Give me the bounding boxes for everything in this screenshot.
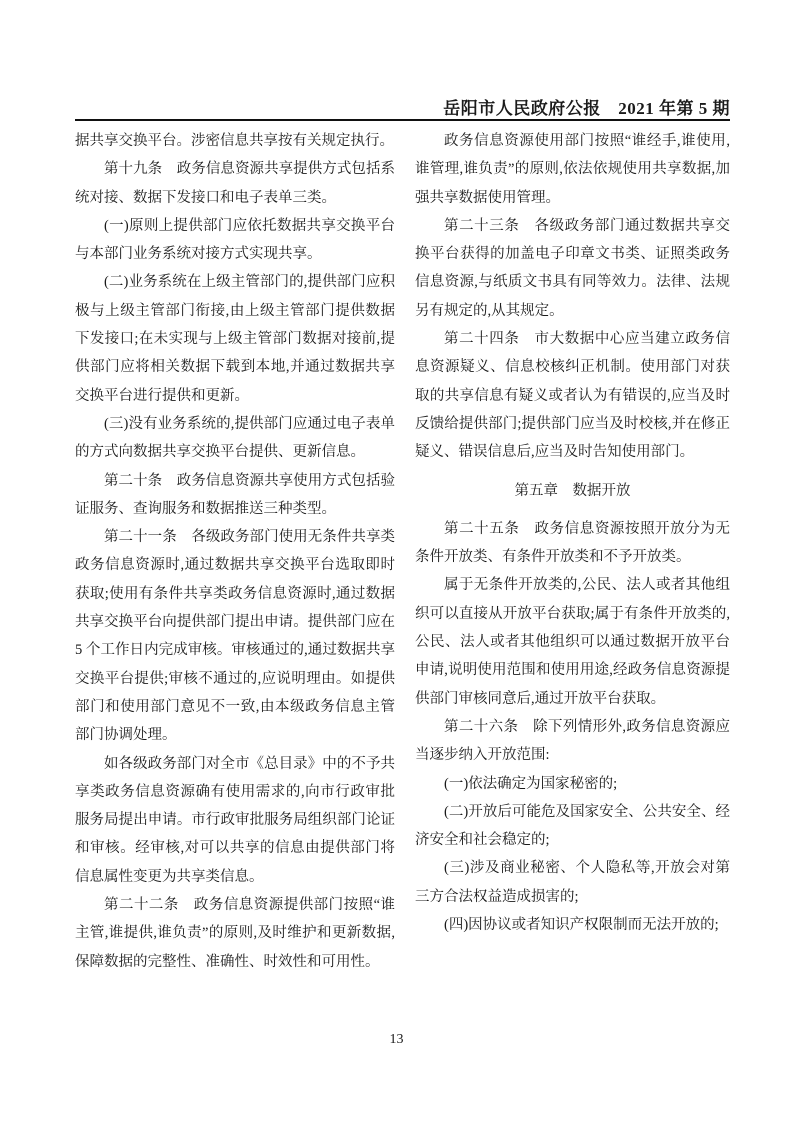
chapter-5-heading: 第五章 数据开放: [514, 482, 631, 499]
paragraph-open-access: 属于无条件开放类的,公民、法人或者其他组织可以直接从开放平台获取;属于有条件开放类的,公民、法人或者其他组织可以通过数据开放平台申请,说明使用范围和使用用途,经政务信息资源提供部门审核同意后,通过开放平台获取。: [415, 577, 730, 707]
paragraph-exception-1: (一)依法确定为国家秘密的;: [444, 775, 618, 792]
paragraph-usage-principle: 政务信息资源使用部门按照“谁经手,谁使用,谁管理,谁负责”的原则,依法依规使用共享数据,加强共享数据使用管理。: [415, 133, 730, 206]
right-column: [415, 127, 730, 976]
paragraph-item-2: (二)业务系统在上级主管部门的,提供部门应积极与上级主管部门衔接,由上级主管部门提供数据下发接口;在未实现与上级主管部门数据对接前,提供部门应将相关数据下载到本地,并通过数据共享交换平台进行提供和更新。: [75, 274, 395, 404]
paragraph-exception-3: (三)涉及商业秘密、个人隐私等,开放会对第三方合法权益造成损害的;: [415, 860, 730, 905]
page-header-title: 岳阳市人民政府公报 2021 年第 5 期: [443, 99, 730, 118]
paragraph-catalog-request: 如各级政务部门对全市《总目录》中的不予共享类政务信息资源确有使用需求的,向市行政审批服务局提出申请。市行政审批服务局组织部门论证和审核。经审核,对可以共享的信息由提供部门将信息属性变更为共享类信息。: [75, 755, 395, 885]
paragraph-item-3: (三)没有业务系统的,提供部门应通过电子表单的方式向数据共享交换平台提供、更新信息。: [75, 415, 395, 461]
paragraph-article-21: 第二十一条 各级政务部门使用无条件共享类政务信息资源时,通过数据共享交换平台选取即时获取;使用有条件共享类政务信息资源时,通过数据共享交换平台向提供部门提出申请。提供部门应在 5 个工作日内完成审核。审核通过的,通过数据共享交换平台提供;审核不通过的,应说明理由。如提供部门和使用部门意见不一致,由本级政务信息主管部门协调处理。: [75, 529, 395, 744]
paragraph-article-19: 第十九条 政务信息资源共享提供方式包括系统对接、数据下发接口和电子表单三类。: [75, 161, 395, 206]
paragraph-continuation: 据共享交换平台。涉密信息共享按有关规定执行。: [75, 133, 394, 149]
page-number: 13: [389, 1032, 404, 1047]
paragraph-article-24: 第二十四条 市大数据中心应当建立政务信息资源疑义、信息校核纠正机制。使用部门对获取的共享信息有疑义或者认为有错误的,应当及时反馈给提供部门;提供部门应当及时校核,并在修正疑义、错误信息后,应当及时告知使用部门。: [415, 331, 730, 461]
header-divider-rule: [75, 119, 730, 121]
paragraph-article-26: 第二十六条 除下列情形外,政务信息资源应当逐步纳入开放范围:: [415, 718, 730, 764]
two-column-body: [75, 127, 730, 976]
paragraph-article-20: 第二十条 政务信息资源共享使用方式包括验证服务、查询服务和数据推送三种类型。: [75, 472, 395, 517]
paragraph-item-1: (一)原则上提供部门应依托数据共享交换平台与本部门业务系统对接方式实现共享。: [75, 217, 395, 263]
paragraph-article-25: 第二十五条 政务信息资源按照开放分为无条件开放类、有条件开放类和不予开放类。: [415, 520, 730, 566]
paragraph-article-22: 第二十二条 政务信息资源提供部门按照“谁主管,谁提供,谁负责”的原则,及时维护和更新数据,保障数据的完整性、准确性、时效性和可用性。: [75, 897, 395, 970]
left-column: [75, 127, 395, 976]
paragraph-exception-2: (二)开放后可能危及国家安全、公共安全、经济安全和社会稳定的;: [415, 803, 730, 849]
paragraph-article-23: 第二十三条 各级政务部门通过数据共享交换平台获得的加盖电子印章文书类、证照类政务信息资源,与纸质文书具有同等效力。法律、法规另有规定的,从其规定。: [415, 217, 730, 319]
paragraph-exception-4: (四)因协议或者知识产权限制而无法开放的;: [444, 917, 719, 934]
